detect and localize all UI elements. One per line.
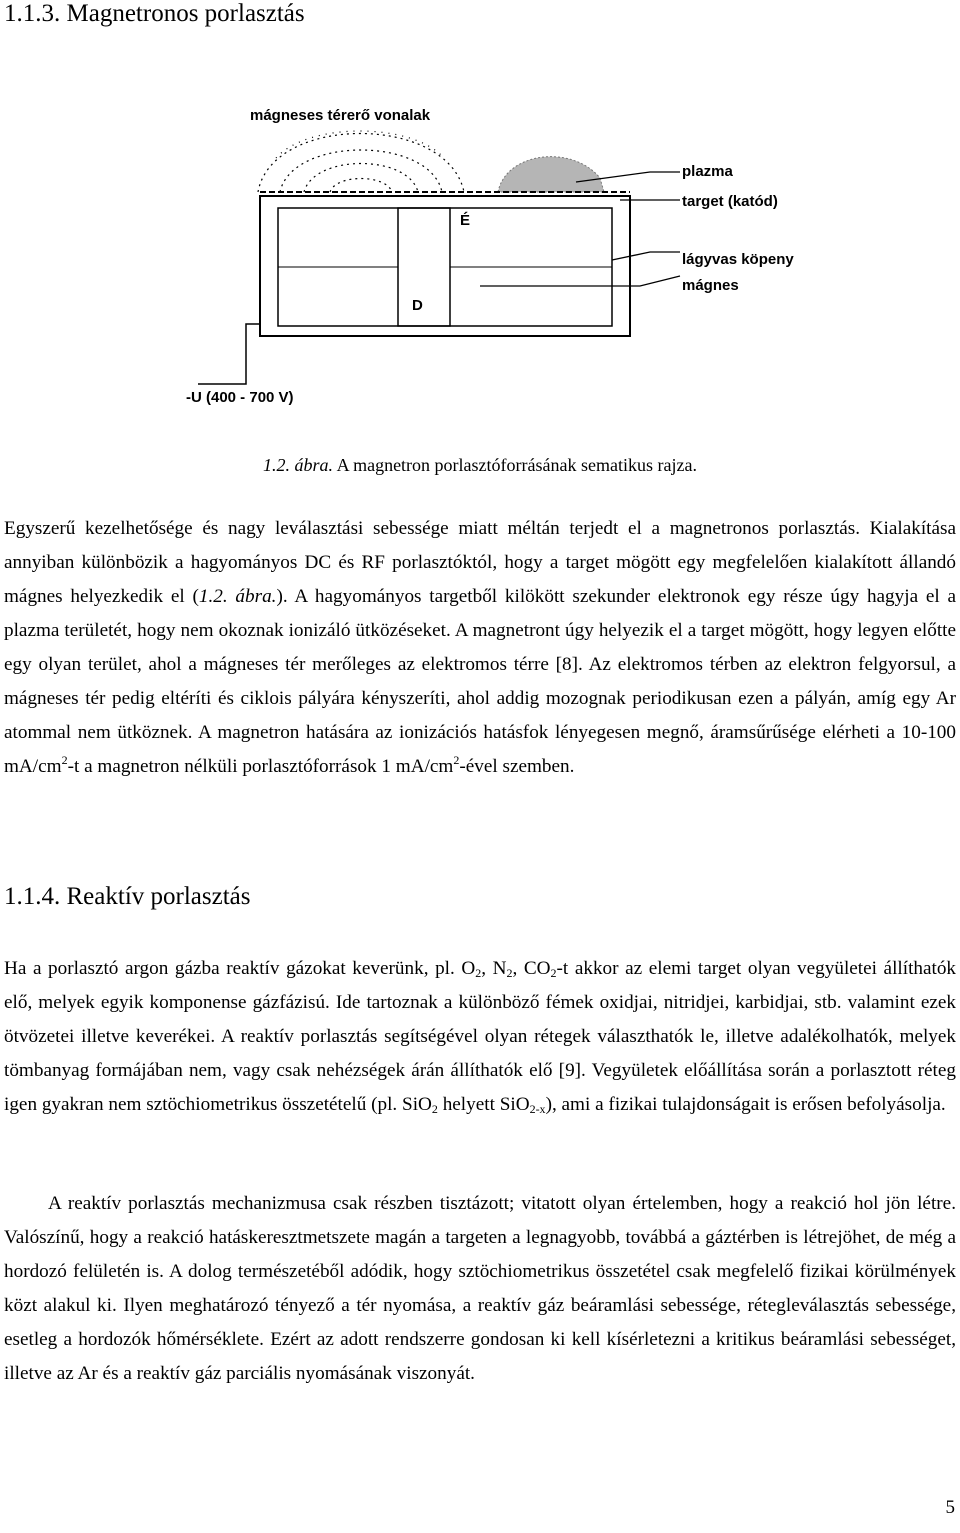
magnetron-diagram (180, 92, 820, 414)
caption-text: A magnetron porlasztóforrásának sematikus rajza. (333, 455, 697, 475)
paragraph-magnetron: Egyszerű kezelhetősége és nagy leválasztási sebessége miatt méltán terjedt el a magnetronos porlasztás. Kialakítása annyiban különbözik a hagyományos DC és RF porlasztóktól, hogy a target mögött egy megfelelően kialakított állandó mágnes helyezkedik el (1.2. ábra.). A hagyományos targetből kilökött szekunder elektronok egy része úgy hagyja el a plazma területét, hogy nem okoznak ionizáló ütközéseket. A magnetront úgy helyezik el a target mögött, hogy legyen előtte egy olyan terület, ahol a mágneses tér merőleges az elektromos térre [8]. Az elektromos térben az elektron felgyorsul, a mágneses tér pedig eltéríti és ciklois pályára kényszeríti, ahol addig mozognak periodikusan ezen a pályán, amíg egy Ar atommal nem ütköznek. A magnetron hatására az ionizációs hatásfok lényegesen megnő, áramsűrűsége elérheti a 10-100 $mA/cm^2-t$ a magnetron nélküli porlasztóforrások 1 $mA/cm^2$-ével szemben. (4, 518, 957, 777)
field-lines (258, 131, 464, 192)
figure-caption (0, 455, 960, 476)
magnet (398, 208, 450, 326)
pole-label-d: D (412, 297, 423, 314)
section-heading-magnetron: 1.1.3. Magnetronos porlasztás (4, 0, 305, 27)
field-lines-label: mágneses térerő vonalak (250, 107, 431, 124)
pole-label-e: É (460, 212, 471, 229)
plasma-region (498, 157, 604, 192)
page-number: 5 (945, 1497, 955, 1518)
target-label: target (katód) (682, 193, 778, 210)
figure-number: 1.2. ábra. (263, 455, 334, 475)
yoke-label: lágyvas köpeny (682, 251, 794, 268)
voltage-lead (198, 324, 260, 384)
voltage-label: -U (400 - 700 V) (186, 389, 294, 406)
magnet-label: mágnes (682, 277, 739, 294)
section-heading-reactive: 1.1.4. Reaktív porlasztás (4, 883, 251, 910)
soft-iron-yoke (260, 196, 630, 336)
figure-ref: 1.2. ábra. (198, 586, 277, 607)
paragraph-reactive-2: A reaktív porlasztás mechanizmusa csak részben tisztázott; vitatott olyan értelemben, hogy a reakció hol jön létre. Valószínű, hogy a reakció hatáskeresztmetszete magán a targeten a legnagyobb, továbbá a gáztérben is létrejöhet, de még a hordozó felületén is. A dolog természetéből adódik, hogy sztöchiometrikus összetétel csak megfelelő fizikai körülmények közt alakul ki. Ilyen meghatározó tényező a tér nyomása, a reaktív gáz beáramlási sebessége, rétegleválasztás sebessége, esetleg a hordozók hőmérséklete. Ezért az adott rendszerre gondosan ki kell kísérletezni a kritikus beáramlási sebességet, illetve az Ar és a reaktív gáz parciális nyomásának viszonyát. (4, 1193, 956, 1384)
paragraph-reactive-1: Ha a porlasztó argon gázba reaktív gázokat keverünk, pl. $O_2$, $N_2$, $CO_2-t$ akkor az elemi target olyan vegyületei állíthatók elő, melyek egyik komponense gázfázisú. Ide tartoznak a különböző fémek oxidjai, nitridjei, karbidjai, stb. valamint ezek ötvözetei illetve keverékei. A reaktív porlasztás segítségével olyan rétegek választhatók le, illetve adalékolhatók, melyek tömbanyag formájában nem, vagy csak nehézségek árán állíthatók elő [9]. Vegyületek előállítása során a porlasztott réteg igen gyakran nem sztöchiometrikus összetételű (pl. SiO$_2$ helyett SiO$_{2-x}$), ami a fizikai tulajdonságait is erősen befolyásolja. (4, 958, 957, 1116)
plasma-label: plazma (682, 163, 733, 180)
